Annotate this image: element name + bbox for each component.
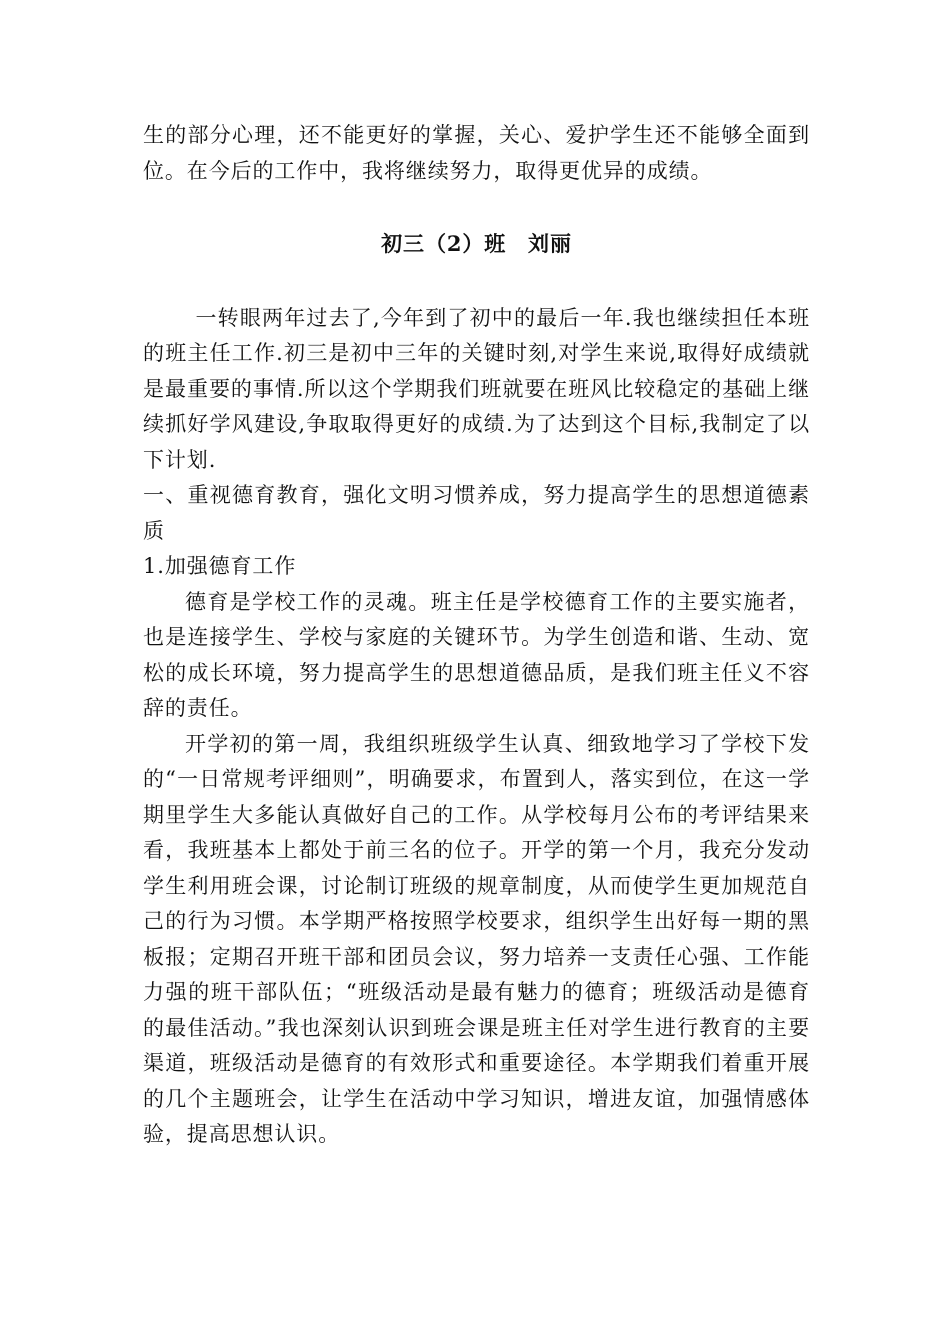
section-1-heading: 一、重视德育教育，强化文明习惯养成，努力提高学生的思想道德素质 xyxy=(143,483,810,543)
intro-paragraph: 生的部分心理，还不能更好的掌握，关心、爱护学生还不能够全面到位。在今后的工作中，我将继续努力，取得更优异的成绩。 xyxy=(143,123,810,183)
body-paragraph-1: 德育是学校工作的灵魂。班主任是学校德育工作的主要实施者，也是连接学生、学校与家庭的关键环节。为学生创造和谐、生动、宽松的成长环境，努力提高学生的思想道德品质，是我们班主任义不容辞的责任。 xyxy=(143,589,810,720)
document-title: 初三（2）班 刘丽 xyxy=(381,231,572,256)
subsection-1-heading: 1.加强德育工作 xyxy=(143,554,297,578)
body-paragraph-2: 开学初的第一周，我组织班级学生认真、细致地学习了学校下发的“一日常规考评细则”，明确要求，布置到人，落实到位，在这一学期里学生大多能认真做好自己的工作。从学校每月公布的考评结果来看，我班基本上都处于前三名的位子。开学的第一个月，我充分发动学生利用班会课，讨论制订班级的规章制度，从而使学生更加规范自己的行为习惯。本学期严格按照学校要求，组织学生出好每一期的黑板报；定期召开班干部和团员会议，努力培养一支责任心强、工作能力强的班干部队伍；“班级活动是最有魅力的德育；班级活动是德育的最佳活动。”我也深刻认识到班会课是班主任对学生进行教育的主要渠道，班级活动是德育的有效形式和重要途径。本学期我们着重开展的几个主题班会，让学生在活动中学习知识，增进友谊，加强情感体验，提高思想认识。 xyxy=(143,731,810,1146)
document-page xyxy=(143,118,810,1153)
opening-paragraph: 一转眼两年过去了,今年到了初中的最后一年.我也继续担任本班的班主任工作.初三是初中三年的关键时刻,对学生来说,取得好成绩就是最重要的事情.所以这个学期我们班就要在班风比较稳定的基础上继续抓好学风建设,争取取得更好的成绩.为了达到这个目标,我制定了以下计划. xyxy=(143,305,810,472)
